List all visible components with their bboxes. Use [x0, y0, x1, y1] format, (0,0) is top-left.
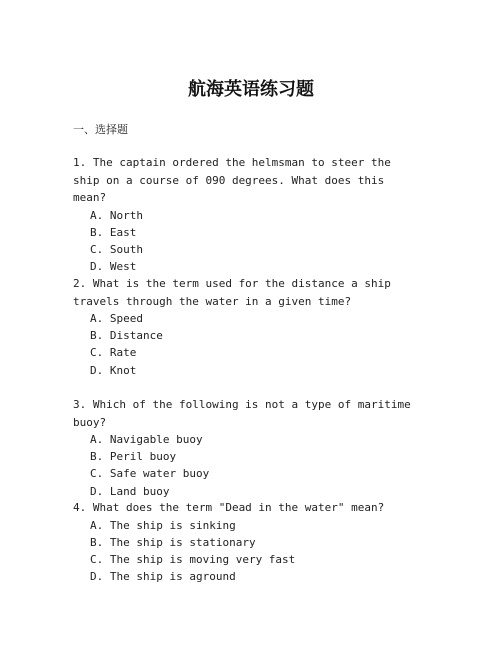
- option-a: A. The ship is sinking: [90, 518, 236, 532]
- question-text: 3. Which of the following is not a type of maritime buoy?: [73, 398, 411, 429]
- page-title: 航海英语练习题: [188, 79, 314, 100]
- option-list: [73, 517, 423, 586]
- question-2: [73, 275, 423, 379]
- option-b: B. The ship is stationary: [90, 535, 256, 549]
- option-b: B. East: [90, 225, 137, 239]
- option-a: A. Speed: [90, 312, 143, 325]
- option-list: [73, 431, 423, 500]
- option-b: B. Peril buoy: [90, 450, 177, 464]
- question-4: [73, 499, 423, 585]
- option-list: [73, 310, 423, 379]
- option-d: D. The ship is aground: [90, 570, 236, 584]
- section-heading: 一、选择题: [73, 123, 128, 136]
- question-text: 2. What is the term used for the distance a ship travels through the water in a given time?: [73, 277, 391, 308]
- option-d: D. Knot: [90, 363, 137, 377]
- option-c: C. Safe water buoy: [90, 467, 210, 481]
- option-b: B. Distance: [90, 329, 163, 343]
- question-3: [73, 396, 423, 500]
- option-c: C. The ship is moving very fast: [90, 552, 296, 566]
- option-d: D. Land buoy: [90, 484, 170, 498]
- question-text: 1. The captain ordered the helmsman to steer the ship on a course of 090 degrees. What does this mean?: [73, 156, 391, 204]
- option-d: D. West: [90, 260, 137, 274]
- question-1: [73, 154, 423, 275]
- option-list: [73, 207, 423, 276]
- option-a: A. Navigable buoy: [90, 433, 203, 446]
- question-text: 4. What does the term "Dead in the water" mean?: [73, 501, 385, 514]
- option-a: A. North: [90, 208, 143, 222]
- option-c: C. Rate: [90, 346, 137, 360]
- option-c: C. South: [90, 242, 143, 256]
